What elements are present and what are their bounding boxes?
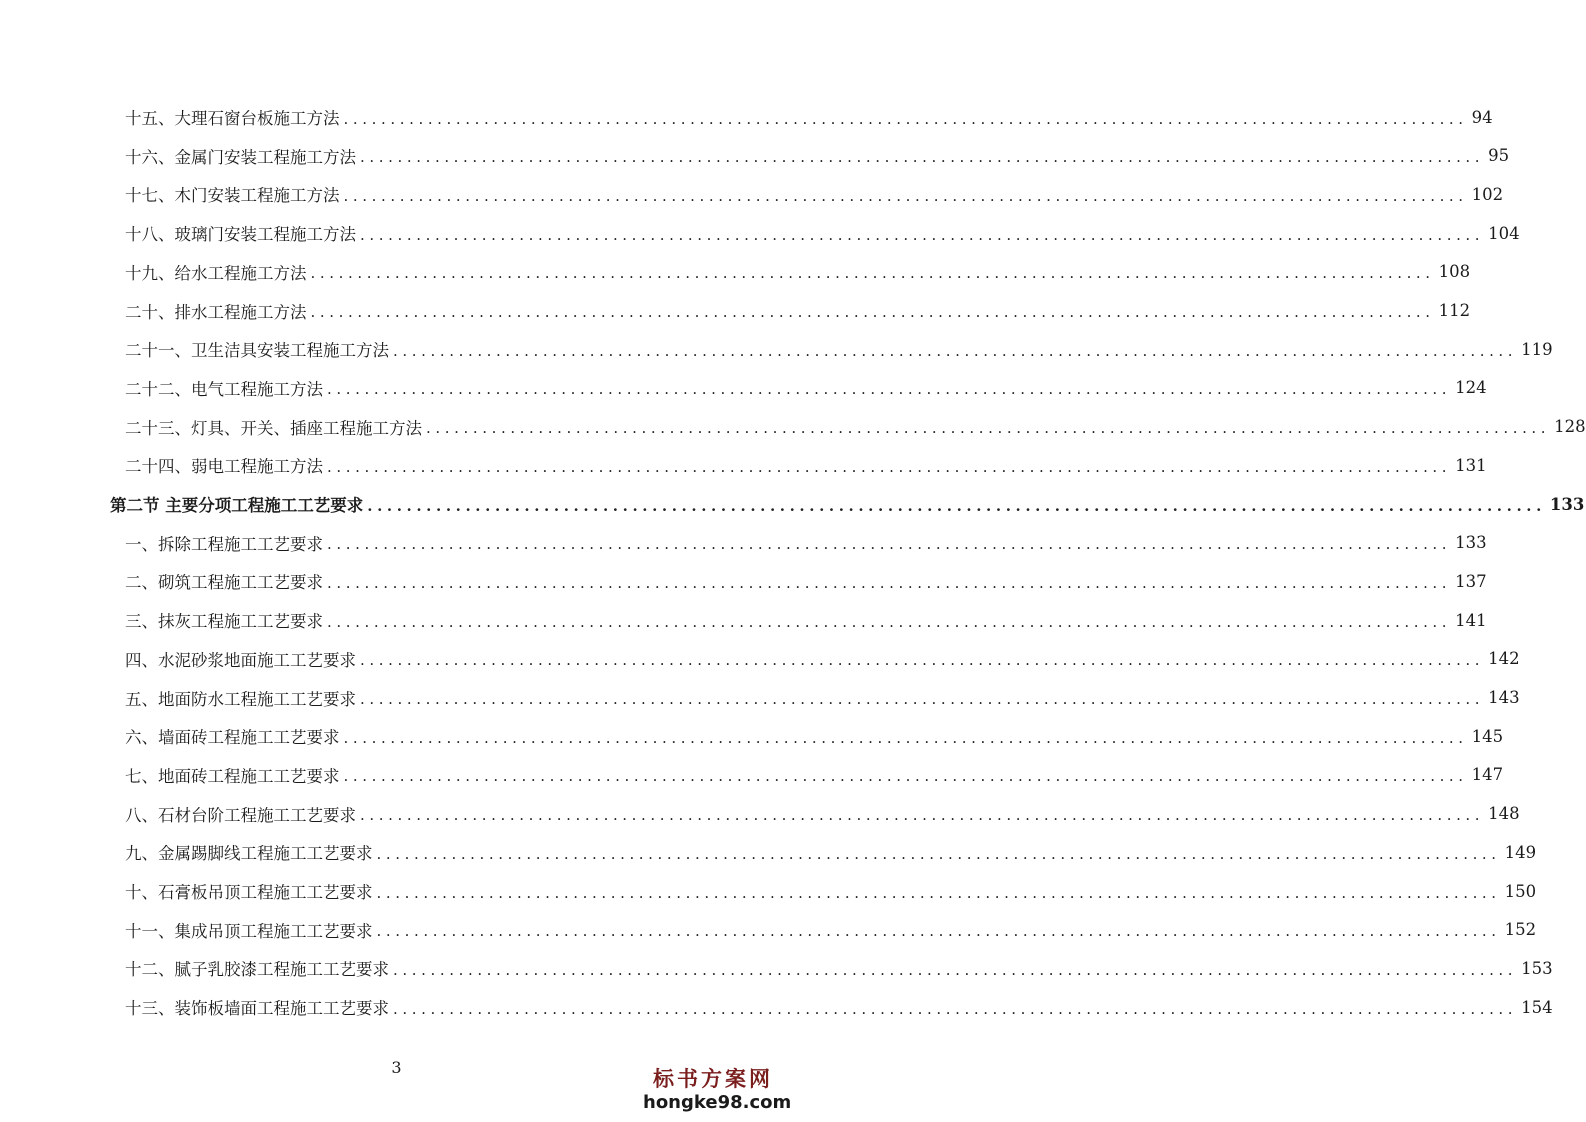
toc-leader-dots: ........................................................................................................................ bbox=[343, 767, 1468, 786]
toc-entry-page: 150 bbox=[1504, 881, 1537, 901]
toc-entry-page: 149 bbox=[1504, 842, 1537, 862]
toc-entry-page: 128 bbox=[1554, 417, 1586, 437]
toc-leader-dots: ........................................................................................................................ bbox=[327, 573, 1452, 592]
toc-leader-dots: ........................................................................................................................ bbox=[393, 999, 1518, 1018]
toc-leader-dots: ........................................................................................................................ bbox=[367, 496, 1546, 515]
toc-leader-dots: ........................................................................................................................ bbox=[393, 960, 1518, 979]
toc-entry-page: 153 bbox=[1521, 958, 1553, 978]
toc-entry-label: 十六、金属门安装工程施工方法 bbox=[125, 147, 356, 167]
toc-entry-page: 133 bbox=[1455, 533, 1487, 553]
toc-entry[interactable] bbox=[125, 878, 1537, 904]
toc-entry-page: 142 bbox=[1488, 649, 1520, 669]
toc-entry-label: 十七、木门安装工程施工方法 bbox=[125, 186, 340, 206]
toc-entry[interactable] bbox=[125, 568, 1487, 594]
toc-leader-dots: ........................................................................................................................ bbox=[393, 341, 1518, 360]
toc-entry[interactable] bbox=[125, 375, 1487, 401]
toc-entry-page: 154 bbox=[1521, 997, 1553, 1017]
toc-entry-page: 143 bbox=[1488, 688, 1520, 707]
toc-entry-page: 104 bbox=[1488, 223, 1520, 243]
toc-entry-label: 十九、给水工程施工方法 bbox=[125, 263, 307, 283]
toc-entry[interactable] bbox=[125, 530, 1487, 556]
toc-leader-dots: ........................................................................................................................ bbox=[310, 264, 1435, 283]
toc-entry-page: 152 bbox=[1504, 920, 1537, 940]
toc-entry-label: 十五、大理石窗台板施工方法 bbox=[125, 109, 340, 128]
toc-leader-dots: ........................................................................................................................ bbox=[376, 844, 1501, 863]
toc-entry-page: 147 bbox=[1471, 765, 1504, 785]
toc-entry-page: 112 bbox=[1438, 301, 1471, 320]
toc-entry[interactable] bbox=[125, 646, 1520, 672]
toc-entry-label: 二十四、弱电工程施工方法 bbox=[125, 457, 323, 477]
toc-entry[interactable] bbox=[125, 723, 1504, 749]
toc-entry-label: 二十三、灯具、开关、插座工程施工方法 bbox=[125, 418, 422, 438]
toc-entry[interactable] bbox=[125, 104, 1493, 130]
toc-entry-label: 第二节 主要分项工程施工工艺要求 bbox=[110, 496, 364, 515]
toc-entry[interactable] bbox=[125, 762, 1504, 788]
toc-entry[interactable] bbox=[125, 955, 1553, 981]
toc-entry-label: 十八、玻璃门安装工程施工方法 bbox=[125, 225, 356, 245]
toc-leader-dots: ........................................................................................................................ bbox=[376, 883, 1501, 902]
toc-entry-label: 二十二、电气工程施工方法 bbox=[125, 379, 323, 399]
toc-entry-label: 九、金属踢脚线工程施工工艺要求 bbox=[125, 844, 373, 864]
toc-entry[interactable] bbox=[125, 917, 1537, 943]
watermark bbox=[643, 1066, 792, 1114]
toc-entry-label: 六、墙面砖工程施工工艺要求 bbox=[125, 728, 340, 748]
toc-entry-page: 108 bbox=[1438, 262, 1471, 282]
toc-entry-label: 三、抹灰工程施工工艺要求 bbox=[125, 612, 323, 632]
toc-entry[interactable] bbox=[125, 839, 1537, 865]
page-number: 3 bbox=[391, 1058, 402, 1077]
toc-leader-dots: ........................................................................................................................ bbox=[343, 186, 1468, 205]
toc-leader-dots: ........................................................................................................................ bbox=[360, 806, 1485, 825]
toc-entry-page: 95 bbox=[1488, 146, 1510, 166]
toc-entry[interactable] bbox=[125, 181, 1504, 207]
toc-entry-label: 八、石材台阶工程施工工艺要求 bbox=[125, 805, 356, 825]
toc-entry-page: 141 bbox=[1455, 610, 1487, 630]
toc-leader-dots: ........................................................................................................................ bbox=[327, 457, 1452, 476]
toc-entry-label: 二、砌筑工程施工工艺要求 bbox=[125, 573, 323, 593]
toc-entry[interactable] bbox=[125, 259, 1471, 285]
toc-entry[interactable] bbox=[125, 298, 1471, 324]
toc-entry-page: 102 bbox=[1471, 184, 1504, 204]
toc-entry[interactable] bbox=[125, 801, 1520, 827]
toc-entry-label: 十二、腻子乳胶漆工程施工工艺要求 bbox=[125, 960, 389, 980]
toc-entry[interactable] bbox=[125, 994, 1553, 1020]
toc-entry-label: 十、石膏板吊顶工程施工工艺要求 bbox=[125, 883, 373, 902]
toc-leader-dots: ........................................................................................................................ bbox=[343, 728, 1468, 747]
toc-entry[interactable] bbox=[125, 685, 1520, 711]
toc-entry-label: 一、拆除工程施工工艺要求 bbox=[125, 534, 323, 554]
toc-leader-dots: ........................................................................................................................ bbox=[360, 148, 1485, 167]
toc-entry-label: 四、水泥砂浆地面施工工艺要求 bbox=[125, 650, 356, 670]
toc-entry-label: 十三、装饰板墙面工程施工工艺要求 bbox=[125, 999, 389, 1019]
toc-entry-label: 十一、集成吊顶工程施工工艺要求 bbox=[125, 921, 373, 941]
toc-leader-dots: ........................................................................................................................ bbox=[376, 922, 1501, 941]
toc-entry[interactable] bbox=[125, 220, 1520, 246]
toc-entry-page: 119 bbox=[1521, 339, 1553, 359]
toc-leader-dots: ........................................................................................................................ bbox=[343, 109, 1468, 128]
toc-entry[interactable] bbox=[125, 414, 1586, 440]
watermark-url: hongke98.com bbox=[643, 1092, 792, 1113]
toc-leader-dots: ........................................................................................................................ bbox=[327, 380, 1452, 399]
toc-entry-page: 124 bbox=[1455, 378, 1487, 398]
watermark-text: 标书方案网 bbox=[653, 1067, 773, 1091]
toc-entry-page: 137 bbox=[1455, 571, 1487, 591]
toc-entry-label: 二十、排水工程施工方法 bbox=[125, 302, 307, 322]
toc-entry-label: 五、地面防水工程施工工艺要求 bbox=[125, 689, 356, 709]
toc-entry-page: 94 bbox=[1471, 107, 1493, 127]
toc-leader-dots: ........................................................................................................................ bbox=[360, 225, 1485, 244]
toc-entry-label: 七、地面砖工程施工工艺要求 bbox=[125, 766, 340, 786]
toc-leader-dots: ........................................................................................................................ bbox=[426, 419, 1551, 438]
toc-entry-page: 145 bbox=[1471, 726, 1504, 746]
toc-entry[interactable] bbox=[125, 143, 1510, 169]
toc-leader-dots: ........................................................................................................................ bbox=[327, 535, 1452, 554]
toc-entry-page: 148 bbox=[1488, 804, 1520, 824]
toc-entry-page: 133 bbox=[1549, 494, 1585, 514]
toc-entry[interactable] bbox=[125, 336, 1553, 362]
toc-entry-label: 二十一、卫生洁具安装工程施工方法 bbox=[125, 341, 389, 361]
toc-leader-dots: ........................................................................................................................ bbox=[310, 303, 1435, 321]
toc-entry[interactable] bbox=[125, 607, 1487, 633]
toc-section-entry[interactable] bbox=[110, 491, 1585, 517]
toc-leader-dots: ........................................................................................................................ bbox=[327, 612, 1452, 631]
toc-leader-dots: ........................................................................................................................ bbox=[360, 690, 1485, 708]
toc-entry[interactable] bbox=[125, 452, 1487, 478]
toc-leader-dots: ........................................................................................................................ bbox=[360, 651, 1485, 670]
toc-entry-page: 131 bbox=[1455, 455, 1487, 475]
